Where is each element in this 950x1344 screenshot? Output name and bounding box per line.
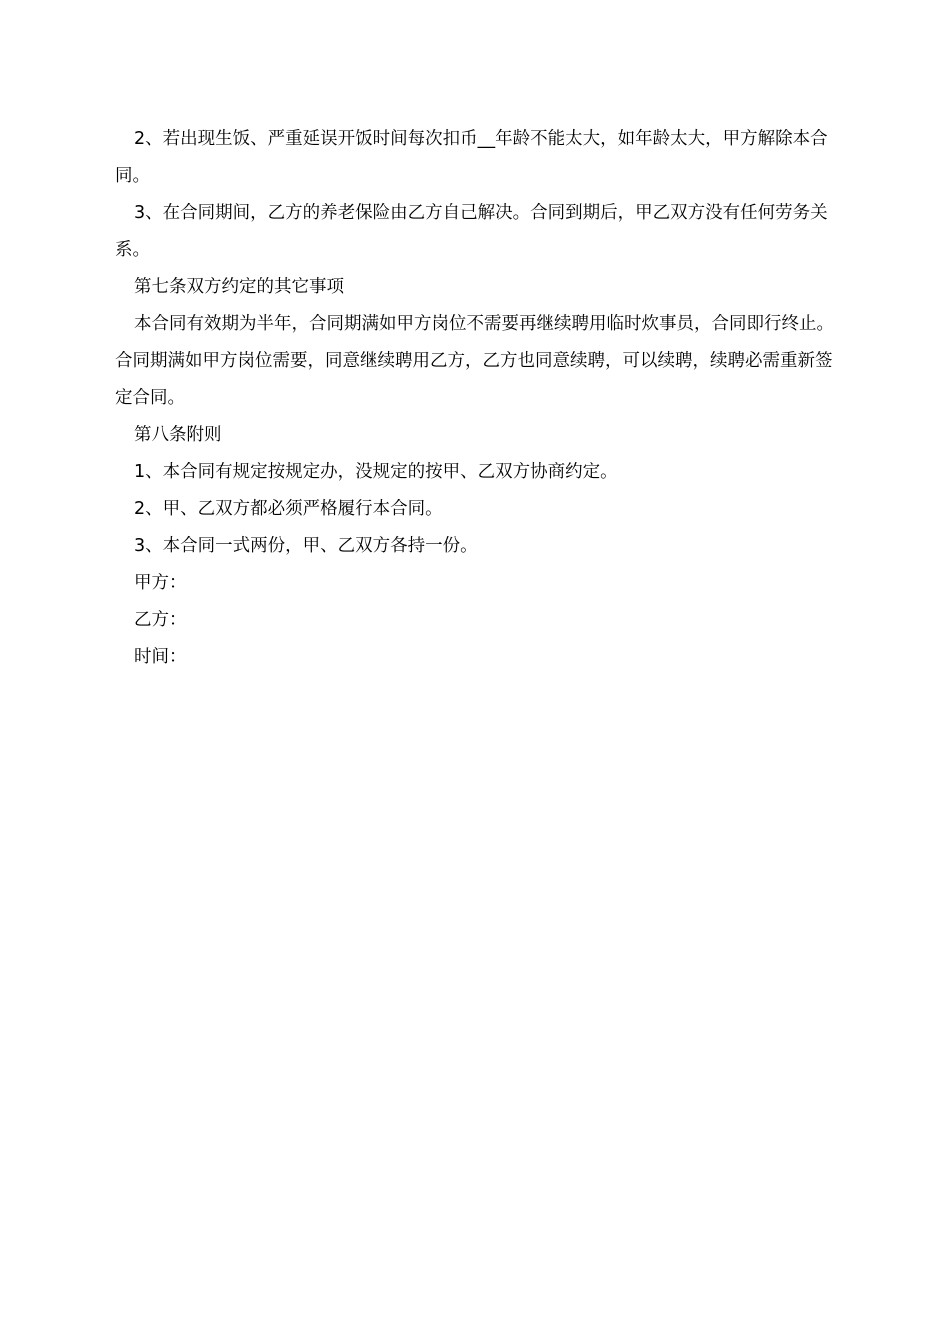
supplementary-clause-2: 2、甲、乙双方都必须严格履行本合同。	[134, 499, 443, 519]
supplementary-clause-3: 3、本合同一式两份，甲、乙双方各持一份。	[134, 536, 478, 556]
article-7-validity-period: 本合同有效期为半年，合同期满如甲方岗位不需要再继续聘用临时炊事员，合同即行终止。合同期满如甲方岗位需要，同意继续聘用乙方，乙方也同意续聘，可以续聘，续聘必需重新签定合同。	[115, 314, 834, 408]
clause-2-meal-penalty: 2、若出现生饭、严重延误开饭时间每次扣币__年龄不能太大，如年龄太大，甲方解除本合同。	[115, 129, 828, 186]
date-line: 时间：	[134, 647, 187, 667]
document-body	[115, 121, 845, 676]
supplementary-clause-1: 1、本合同有规定按规定办，没规定的按甲、乙双方协商约定。	[134, 462, 618, 482]
article-8-heading: 第八条附则	[134, 425, 222, 445]
clause-3-pension-insurance: 3、在合同期间，乙方的养老保险由乙方自己解决。合同到期后，甲乙双方没有任何劳务关系。	[115, 203, 828, 260]
party-b-signature-line: 乙方：	[134, 610, 187, 630]
article-7-heading: 第七条双方约定的其它事项	[134, 277, 344, 297]
party-a-signature-line: 甲方：	[134, 573, 187, 593]
